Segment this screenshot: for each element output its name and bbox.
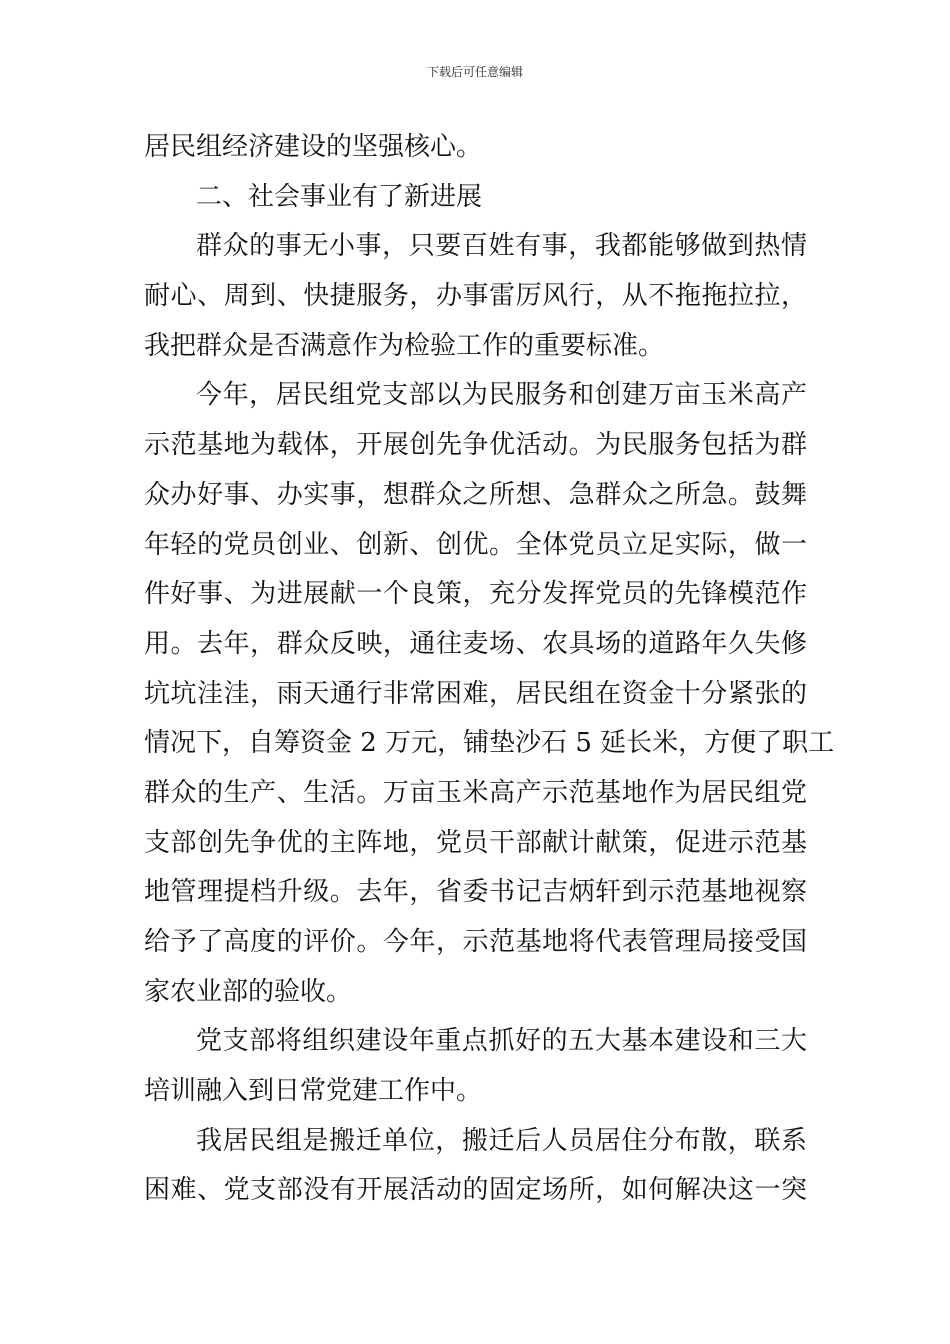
- text-line: 情况下，自筹资金 2 万元，铺垫沙石 5 延长米，方便了职工: [144, 728, 835, 759]
- text-line: 示范基地为载体，开展创先争优活动。为民服务包括为群: [144, 430, 807, 461]
- text-line: 家农业部的验收。: [144, 976, 353, 1007]
- text-line: 今年，居民组党支部以为民服务和创建万亩玉米高产: [196, 380, 807, 411]
- text-line: 耐心、周到、快捷服务，办事雷厉风行，从不拖拖拉拉，: [144, 281, 807, 312]
- page-header: 下载后可任意编辑: [426, 65, 523, 79]
- text-line: 培训融入到日常党建工作中。: [144, 1076, 483, 1107]
- text-line: 件好事、为进展献一个良策，充分发挥党员的先锋模范作: [144, 579, 807, 610]
- text-line: 党支部将组织建设年重点抓好的五大基本建设和三大: [196, 1026, 807, 1057]
- text-line: 群众的事无小事，只要百姓有事，我都能够做到热情: [196, 231, 807, 262]
- text-line: 地管理提档升级。去年，省委书记吉炳轩到示范基地视察: [144, 877, 807, 908]
- text-line: 众办好事、办实事，想群众之所想、急群众之所急。鼓舞: [144, 479, 807, 510]
- text-line: 我居民组是搬迁单位，搬迁后人员居住分布散，联系: [196, 1125, 807, 1156]
- text-line: 居民组经济建设的坚强核心。: [144, 132, 483, 162]
- text-line: 用。去年，群众反映，通往麦场、农具场的道路年久失修: [144, 628, 807, 659]
- text-line: 支部创先争优的主阵地，党员干部献计献策，促进示范基: [144, 827, 807, 858]
- text-line: 给予了高度的评价。今年，示范基地将代表管理局接受国: [144, 927, 807, 957]
- text-line: 群众的生产、生活。万亩玉米高产示范基地作为居民组党: [144, 777, 807, 808]
- document-body: [144, 123, 835, 1216]
- text-line: 我把群众是否满意作为检验工作的重要标准。: [144, 330, 665, 361]
- text-line: 年轻的党员创业、创新、创优。全体党员立足实际，做一: [144, 529, 807, 560]
- text-line: 困难、党支部没有开展活动的固定场所，如何解决这一突: [144, 1175, 807, 1206]
- text-line: 坑坑洼洼，雨天通行非常困难，居民组在资金十分紧张的: [144, 678, 807, 709]
- section-heading: 二、社会事业有了新进展: [196, 181, 483, 212]
